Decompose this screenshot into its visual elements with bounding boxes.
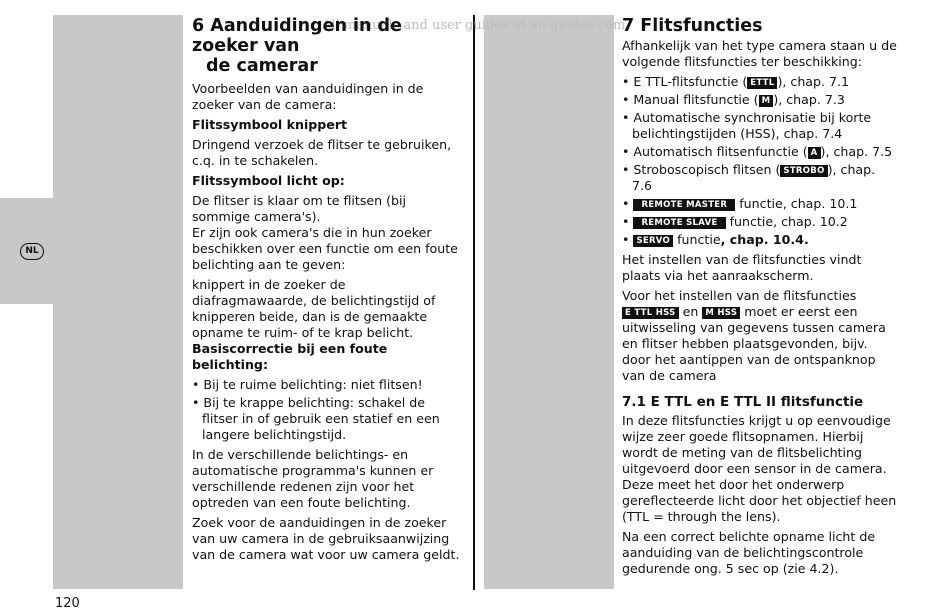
mode-badge: REMOTE MASTER bbox=[633, 199, 735, 211]
list-item: • REMOTE MASTER functie, chap. 10.1 bbox=[622, 196, 858, 211]
paragraph-ready: De flitser is klaar om te flitsen (bij sommige camera's). bbox=[192, 193, 407, 224]
intro-paragraph: Voorbeelden van aanduidingen in de zoeker van de camera: bbox=[192, 81, 424, 112]
mode-badge: REMOTE SLAVE bbox=[633, 217, 725, 229]
correction-list bbox=[192, 377, 464, 443]
list-item: • Bij te ruime belichting: niet flitsen! bbox=[192, 377, 423, 392]
mode-badge: ETTL bbox=[747, 77, 777, 89]
mode-badge: M bbox=[759, 95, 774, 107]
list-item: • Automatisch flitsenfunctie ( A ), chap. 7.5 bbox=[622, 144, 893, 159]
subheading-blinking: Flitssymbool knippert bbox=[192, 117, 348, 132]
mode-badge: STROBO bbox=[780, 165, 827, 177]
section-6-title-line2: de camerar bbox=[206, 56, 318, 76]
page-number: 120 bbox=[55, 596, 80, 611]
hss-text-pre: Voor het instellen van de flitsfuncties bbox=[622, 288, 857, 303]
section-7-1-title: 7.1 E TTL en E TTL II flitsfunctie bbox=[622, 394, 864, 410]
right-gray-column bbox=[484, 15, 614, 589]
paragraph-touchscreen: Het instellen van de flitsfuncties vindt plaats via het aanraakscherm. bbox=[622, 252, 862, 283]
section-6-title-line1: 6 Aanduidingen in de zoeker van bbox=[192, 16, 402, 56]
hss-text-mid: en bbox=[678, 304, 703, 319]
left-column bbox=[192, 16, 464, 567]
paragraph-hss-setup bbox=[622, 288, 898, 384]
paragraph-blinking: Dringend verzoek de flitser te gebruiken, c.q. in te schakelen. bbox=[192, 137, 452, 168]
m-hss-badge: M HSS bbox=[702, 307, 740, 319]
mode-badge: SERVO bbox=[633, 235, 673, 247]
column-divider bbox=[473, 15, 475, 590]
paragraph-refer-manual: Zoek voor de aanduidingen in de zoeker van uw camera in de gebruiksaanwijzing van de camera wat voor uw camera geldt. bbox=[192, 515, 460, 562]
list-item: • Stroboscopisch flitsen ( STROBO ), chap. 7.6 bbox=[622, 162, 876, 193]
flash-function-list bbox=[622, 74, 898, 248]
paragraph-ettl-description: In deze flitsfuncties krijgt u op eenvoudige wijze zeer goede flitsopnamen. Hierbij wordt de meting van de flitsbelichting uitgevoerd door een sensor in de camera. Deze meet het door het onderwerp gereflecteerde licht door het objectief heen (TTL = through the lens). bbox=[622, 413, 897, 524]
paragraph-exposure-confirmation: Na een correct belichte opname licht de aanduiding van de belichtingscontrole gedurende ong. 5 sec op (zie 4.2). bbox=[622, 529, 876, 576]
watermark: All manuals and user guides at all-guides.com bbox=[322, 18, 626, 33]
paragraph-blink-values: knippert in de zoeker de diafragmawaarde, de belichtingstijd of knipperen beide, dan is de gemaakte opname te ruim- of te krap belicht. bbox=[192, 277, 436, 340]
intro-paragraph: Afhankelijk van het type camera staan u de volgende flitsfuncties ter beschikking: bbox=[622, 38, 897, 69]
section-7-title: 7 Flitsfuncties bbox=[622, 16, 763, 36]
list-item: • Manual flitsfunctie ( M ), chap. 7.3 bbox=[622, 92, 845, 107]
ettl-hss-badge: E TTL HSS bbox=[622, 307, 679, 319]
section-6-title bbox=[192, 16, 464, 76]
list-item: • Bij te krappe belichting: schakel de flitser in of gebruik een statief en een langere belichtingstijd. bbox=[192, 395, 440, 442]
subheading-correction: Basiscorrectie bij een foute belichting: bbox=[192, 341, 388, 372]
mode-badge: A bbox=[808, 147, 821, 159]
list-item: • SERVO functie, chap. 10.4. bbox=[622, 232, 809, 247]
subheading-lit: Flitssymbool licht op: bbox=[192, 173, 345, 188]
left-gray-column bbox=[53, 15, 183, 589]
list-item: • E TTL-flitsfunctie ( ETTL ), chap. 7.1 bbox=[622, 74, 850, 89]
list-item: • REMOTE SLAVE functie, chap. 10.2 bbox=[622, 214, 848, 229]
hss-text-post: moet er eerst een uitwisseling van gegevens tussen camera en flitser hebben plaatsgevonden, bijv. door het aantippen van de ontspanknop van de camera bbox=[622, 304, 886, 383]
language-badge: NL bbox=[20, 243, 44, 260]
list-item: • Automatische synchronisatie bij korte belichtingstijden (HSS), chap. 7.4 bbox=[622, 110, 872, 141]
paragraph-exposure-indicator: Er zijn ook camera's die in hun zoeker beschikken over een functie om een foute belichting aan te geven: bbox=[192, 225, 458, 272]
paragraph-programs: In de verschillende belichtings- en automatische programma's kunnen er verschillende redenen zijn voor het optreden van een foute belichting. bbox=[192, 447, 434, 510]
right-column bbox=[622, 16, 898, 581]
